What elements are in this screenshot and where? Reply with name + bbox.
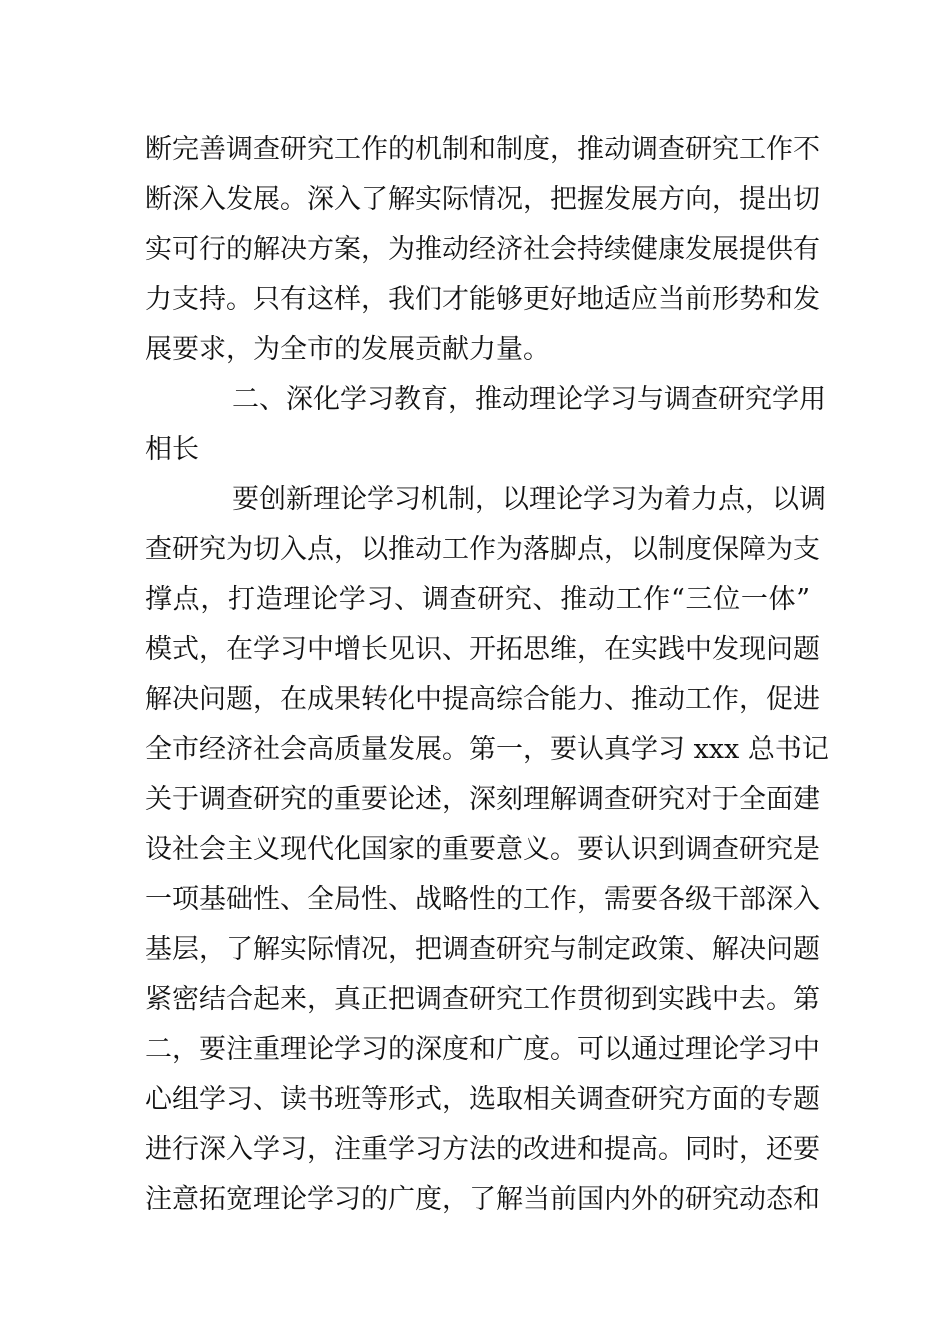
text-line: 模式，在学习中增长见识、开拓思维，在实践中发现问题 — [145, 634, 820, 665]
text-line: 断深入发展。深入了解实际情况，把握发展方向，提出切 — [145, 184, 820, 215]
text-line: 二，要注重理论学习的深度和广度。可以通过理论学习中 — [145, 1034, 820, 1065]
text-line: 一项基础性、全局性、战略性的工作，需要各级干部深入 — [145, 884, 820, 915]
text-line: 展要求，为全市的发展贡献力量。 — [145, 334, 550, 365]
text-line: 基层，了解实际情况，把调查研究与制定政策、解决问题 — [145, 934, 820, 965]
text-line: 关于调查研究的重要论述，深刻理解调查研究对于全面建 — [145, 784, 820, 815]
text-line: 解决问题，在成果转化中提高综合能力、推动工作，促进 — [145, 684, 820, 715]
paragraph-first-line: 要创新理论学习机制，以理论学习为着力点，以调 — [232, 484, 826, 515]
section-heading: 二、深化学习教育，推动理论学习与调查研究学用 — [232, 384, 826, 415]
text-line: 全市经济社会高质量发展。第一，要认真学习 xxx 总书记 — [145, 734, 829, 765]
text-line: 紧密结合起来，真正把调查研究工作贯彻到实践中去。第 — [145, 984, 820, 1015]
text-line: 断完善调查研究工作的机制和制度，推动调查研究工作不 — [145, 134, 820, 165]
text-line: 进行深入学习，注重学习方法的改进和提高。同时，还要 — [145, 1134, 820, 1165]
text-line: 注意拓宽理论学习的广度，了解当前国内外的研究动态和 — [145, 1184, 820, 1215]
text-line: 实可行的解决方案，为推动经济社会持续健康发展提供有 — [145, 234, 820, 265]
text-line: 撑点，打造理论学习、调查研究、推动工作“三位一体” — [145, 584, 810, 615]
text-line: 心组学习、读书班等形式，选取相关调查研究方面的专题 — [145, 1084, 820, 1115]
text-line: 设社会主义现代化国家的重要意义。要认识到调查研究是 — [145, 834, 820, 865]
text-line: 力支持。只有这样，我们才能够更好地适应当前形势和发 — [145, 284, 820, 315]
section-heading-continued: 相长 — [145, 434, 199, 465]
text-line: 查研究为切入点，以推动工作为落脚点，以制度保障为支 — [145, 534, 820, 565]
